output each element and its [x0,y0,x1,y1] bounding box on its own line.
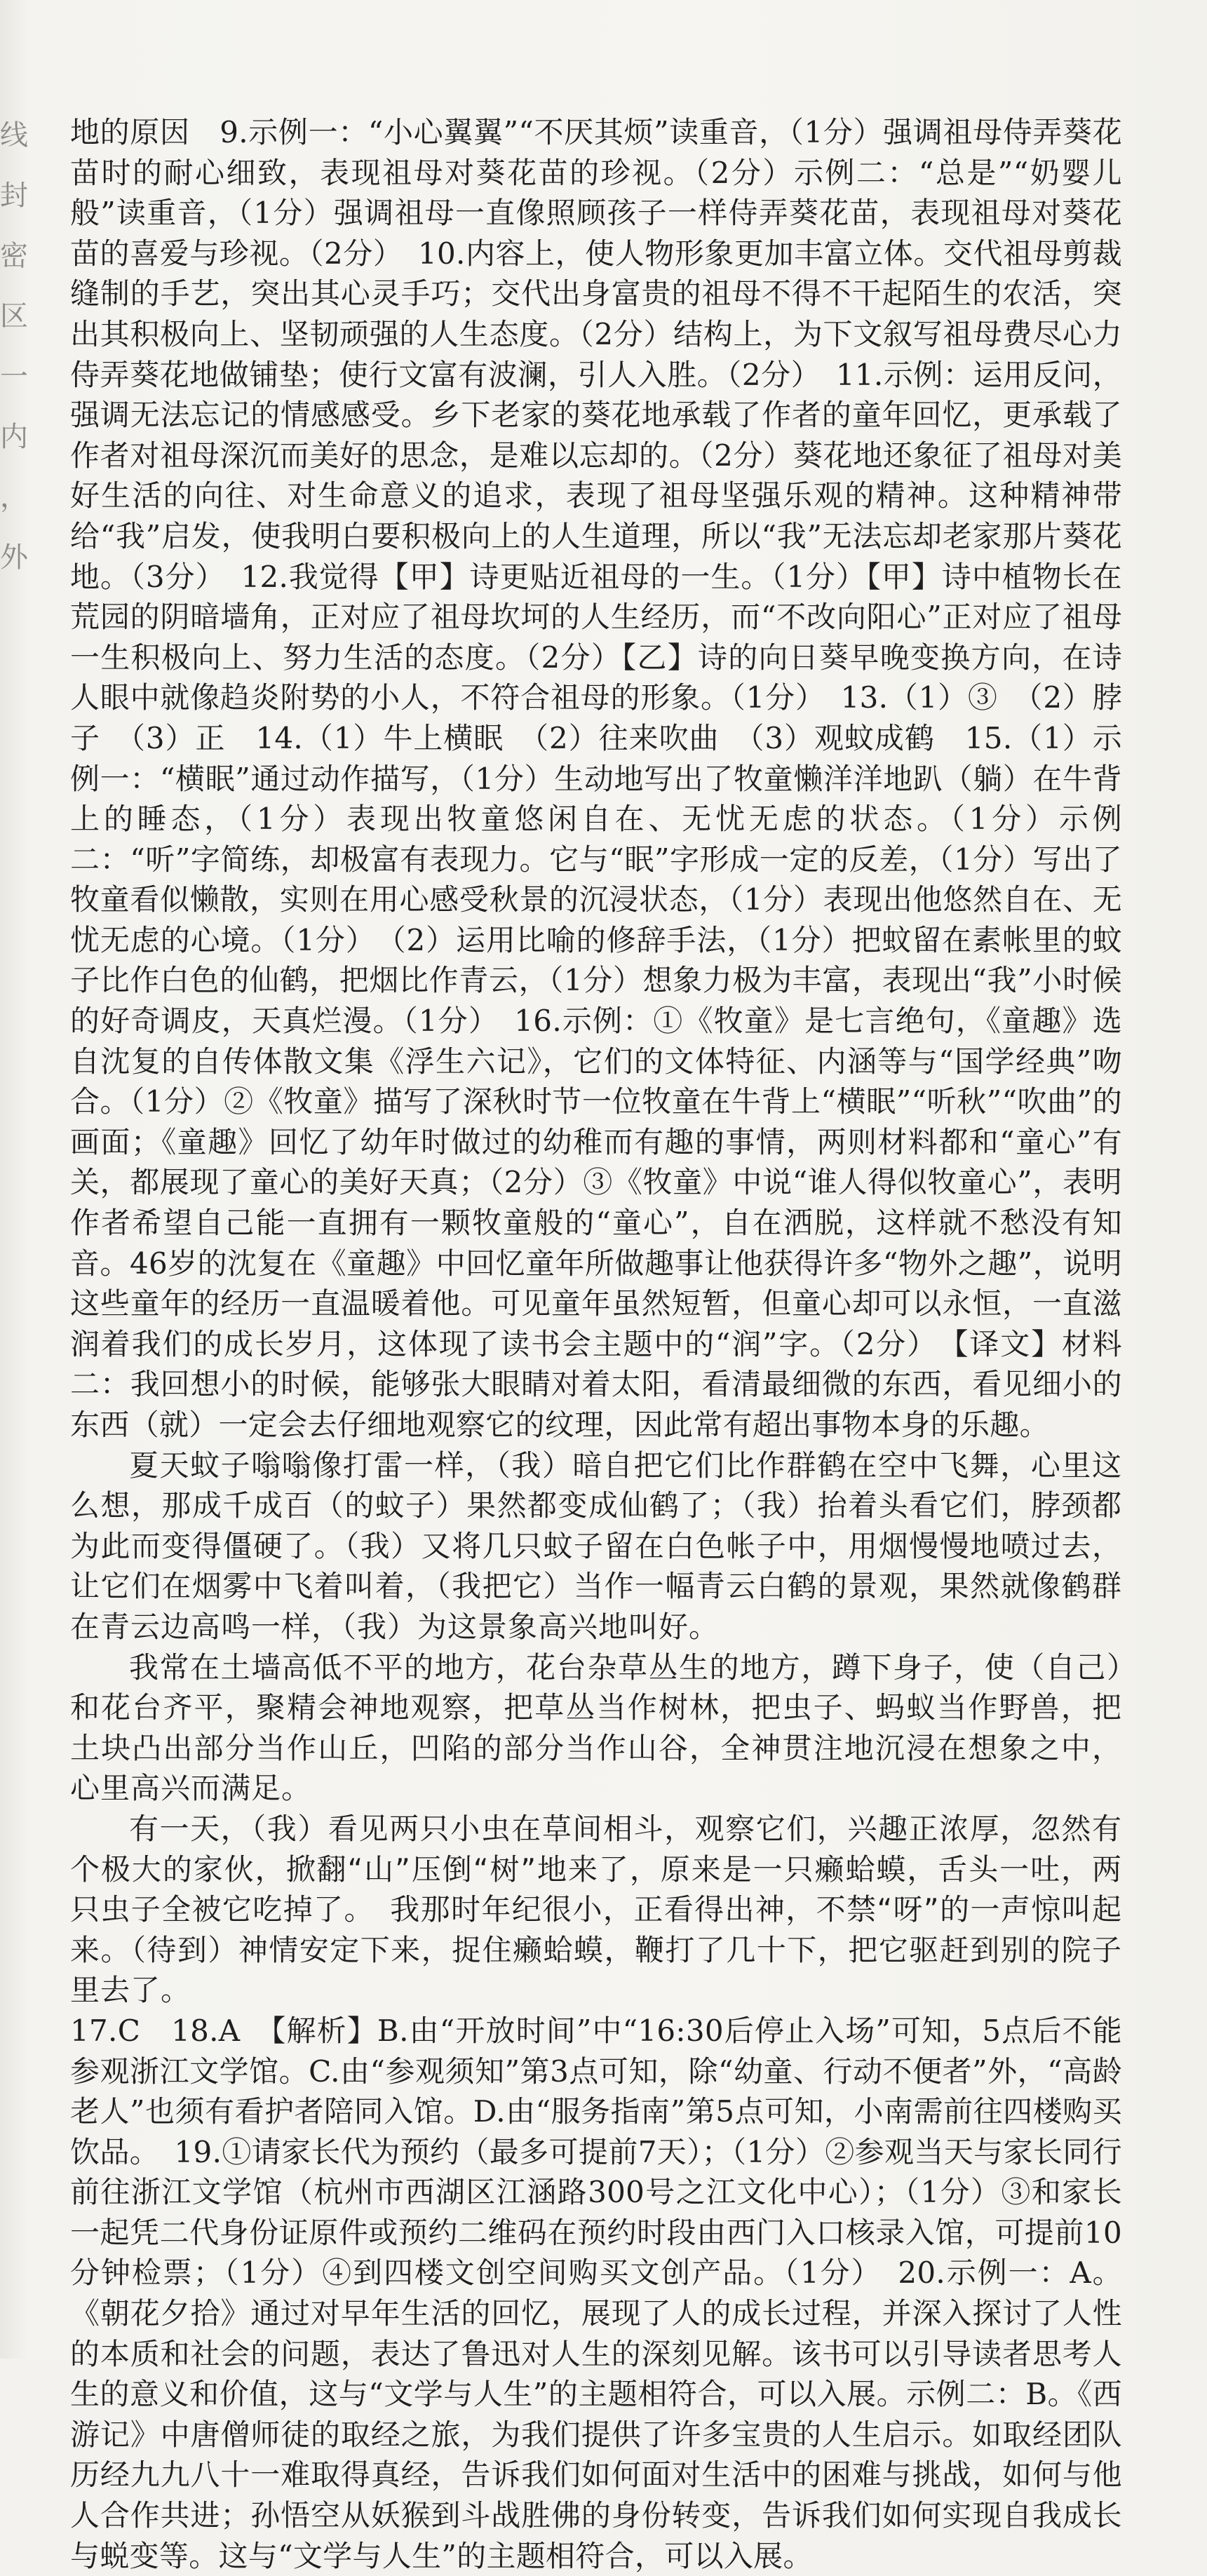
translation-paragraph-1: 夏天蚊子嗡嗡像打雷一样，（我）暗自把它们比作群鹤在空中飞舞，心里这么想，那成千成百（的蚊子）果然都变成仙鹤了；（我）抬着头看它们，脖颈都为此而变得僵硬了。（我）又将几只蚊子留在白色帐子中，用烟慢慢地喷过去，让它们在烟雾中飞着叫着，（我把它）当作一幅青云白鹤的景观，果然就像鹤群在青云边高鸣一样，（我）为这景象高兴地叫好。 [70,1448,1122,1644]
translation-paragraph-2: 我常在土墙高低不平的地方，花台杂草丛生的地方，蹲下身子，使（自己）和花台齐平，聚精会神地观察，把草丛当作树林，把虫子、蚂蚁当作野兽，把土块凸出部分当作山丘，凹陷的部分当作山谷，全神贯注地沉浸在想象之中，心里高兴而满足。 [70,1650,1122,1806]
answer-paragraph-9-16: 地的原因 9.示例一：“小心翼翼”“不厌其烦”读重音，（1分）强调祖母侍弄葵花苗时的耐心细致，表现祖母对葵花苗的珍视。（2分）示例二：“总是”“奶婴儿般”读重音，（1分）强调祖母一直像照顾孩子一样侍弄葵花苗，表现祖母对葵花苗的喜爱与珍视。（2分） 10.内容上，使人物形象更加丰富立体。交代祖母剪裁缝制的手艺，突出其心灵手巧；交代出身富贵的祖母不得不干起陌生的农活，突出其积极向上、坚韧顽强的人生态度。（2分）结构上，为下文叙写祖母费尽心力侍弄葵花地做铺垫；使行文富有波澜，引人入胜。（2分） 11.示例：运用反问，强调无法忘记的情感感受。乡下老家的葵花地承载了作者的童年回忆，更承载了作者对祖母深沉而美好的思念，是难以忘却的。（2分）葵花地还象征了祖母对美好生活的向往、对生命意义的追求，表现了祖母坚强乐观的精神。这种精神带给“我”启发，使我明白要积极向上的人生道理，所以“我”无法忘却老家那片葵花地。（3分） 12.我觉得【甲】诗更贴近祖母的一生。（1分）【甲】诗中植物长在荒园的阴暗墙角，正对应了祖母坎坷的人生经历，而“不改向阳心”正对应了祖母一生积极向上、努力生活的态度。（2分）【乙】诗的向日葵早晚变换方向，在诗人眼中就像趋炎附势的小人，不符合祖母的形象。（1分） 13.（1）③ （2）脖子 （3）正 14.（1）牛上横眠 （2）往来吹曲 （3）观蚊成鹤 15.（1）示例一：“横眠”通过动作描写，（1分）生动地写出了牧童懒洋洋地趴（躺）在牛背上的睡态，（1分）表现出牧童悠闲自在、无忧无虑的状态。（1分）示例二：“听”字简练，却极富有表现力。它与“眠”字形成一定的反差，（1分）写出了牧童看似懒散，实则在用心感受秋景的沉浸状态，（1分）表现出他悠然自在、无忧无虑的心境。（1分） （2）运用比喻的修辞手法，（1分）把蚊留在素帐里的蚊子比作白色的仙鹤，把烟比作青云，（1分）想象力极为丰富，表现出“我”小时候的好奇调皮，天真烂漫。（1分） 16.示例：①《牧童》是七言绝句，《童趣》选自沈复的自传体散文集《浮生六记》，它们的文体特征、内涵等与“国学经典”吻合。（1分）②《牧童》描写了深秋时节一位牧童在牛背上“横眠”“听秋”“吹曲”的画面；《童趣》回忆了幼年时做过的幼稚而有趣的事情，两则材料都和“童心”有关，都展现了童心的美好天真；（2分）③《牧童》中说“谁人得似牧童心”，表明作者希望自己能一直拥有一颗牧童般的“童心”，自在洒脱，这样就不愁没有知音。46岁的沈复在《童趣》中回忆童年所做趣事让他获得许多“物外之趣”，说明这些童年的经历一直温暖着他。可见童年虽然短暂，但童心却可以永恒，一直滋润着我们的成长岁月，这体现了读书会主题中的“润”字。（2分） 【译文】材料二：我回想小的时候，能够张大眼睛对着太阳，看清最细微的东西，看见细小的东西（就）一定会去仔细地观察它的纹理，因此常有超出事物本身的乐趣。 [70,115,1122,1442]
answer-text-body [70,112,1122,2576]
answer-paragraph-17-20: 17.C 18.A 【解析】B.由“开放时间”中“16:30后停止入场”可知，5点后不能参观浙江文学馆。C.由“参观须知”第3点可知，除“幼童、行动不便者”外，“高龄老人”也须有看护者陪同入馆。D.由“服务指南”第5点可知，小南需前往四楼购买饮品。 19.①请家长代为预约（最多可提前7天）；（1分）②参观当天与家长同行前往浙江文学馆（杭州市西湖区江涵路300号之江文化中心）；（1分）③和家长一起凭二代身份证原件或预约二维码在预约时段由西门入口核录入馆，可提前10分钟检票；（1分）④到四楼文创空间购买文创产品。（1分） 20.示例一：A。《朝花夕拾》通过对早年生活的回忆，展现了人的成长过程，并深入探讨了人性的本质和社会的问题，表达了鲁迅对人生的深刻见解。该书可以引导读者思考人生的意义和价值，这与“文学与人生”的主题相符合，可以入展。示例二：B。《西游记》中唐僧师徒的取经之旅，为我们提供了许多宝贵的人生启示。如取经团队历经九九八十一难取得真经，告诉我们如何面对生活中的困难与挑战，如何与他人合作共进；孙悟空从妖猴到斗战胜佛的身份转变，告诉我们如何实现自我成长与蜕变等。这与“文学与人生”的主题相符合，可以入展。 [70,2013,1122,2573]
binding-margin-text: 线封密区 一 内 ， 外 [0,119,28,574]
translation-paragraph-3: 有一天，（我）看见两只小虫在草间相斗，观察它们，兴趣正浓厚，忽然有个极大的家伙，掀翻“山”压倒“树”地来了，原来是一只癞蛤蟆，舌头一吐，两只虫子全被它吃掉了。 我那时年纪很小，正看得出神，不禁“呀”的一声惊叫起来。（待到）神情安定下来，捉住癞蛤蟆，鞭打了几十下，把它驱赶到别的院子里去了。 [70,1811,1122,2008]
